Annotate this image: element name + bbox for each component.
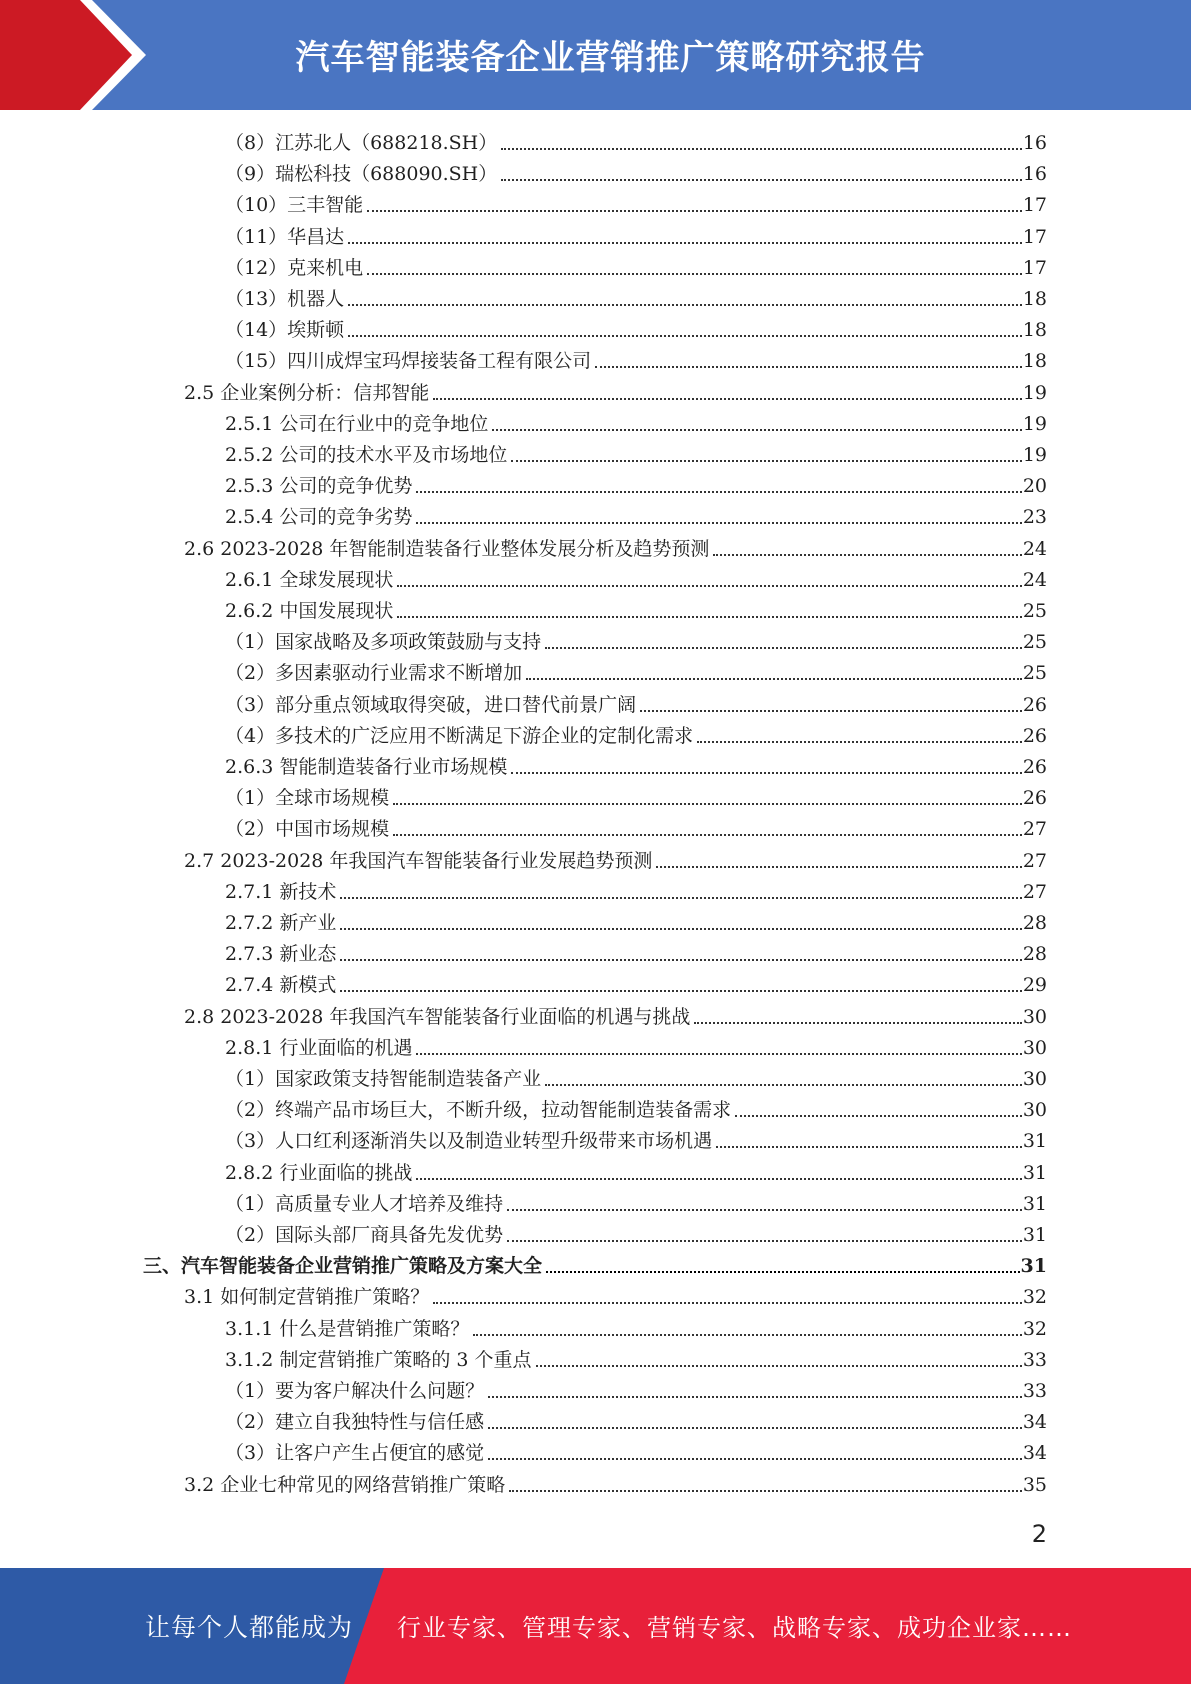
toc-leader-dots	[393, 803, 1022, 805]
toc-leader-dots	[416, 491, 1021, 493]
toc-entry-page: 29	[1022, 974, 1047, 997]
toc-entry-page: 30	[1022, 1036, 1047, 1059]
toc-entry-title: （4）多技术的广泛应用不断满足下游企业的定制化需求	[225, 724, 694, 747]
page-header	[0, 0, 1191, 110]
toc-entry-title: 2.5 企业案例分析：信邦智能	[184, 381, 430, 404]
toc-leader-dots	[511, 772, 1021, 774]
toc-leader-dots	[367, 210, 1022, 212]
toc-leader-dots	[348, 335, 1022, 337]
toc-entry-title: 2.6.2 中国发展现状	[225, 600, 394, 622]
toc-entry[interactable]	[225, 284, 1047, 315]
toc-entry-page: 33	[1022, 1348, 1047, 1371]
toc-entry-title: 3.1.1 什么是营销推广策略？	[225, 1317, 470, 1340]
toc-entry[interactable]	[225, 1126, 1047, 1157]
toc-leader-dots	[546, 1271, 1020, 1273]
toc-entry-page: 31	[1020, 1255, 1047, 1278]
toc-entry[interactable]	[184, 1282, 1047, 1313]
toc-entry[interactable]	[225, 658, 1047, 689]
toc-entry-title: （3）人口红利逐渐消失以及制造业转型升级带来市场机遇	[225, 1130, 713, 1153]
toc-entry-page: 28	[1022, 943, 1047, 966]
toc-leader-dots	[416, 1178, 1021, 1180]
toc-entry-title: 3.1.2 制定营销推广策略的 3 个重点	[225, 1348, 532, 1371]
toc-entry-page: 30	[1022, 1099, 1047, 1122]
toc-entry-title: 2.7.2 新产业	[225, 912, 337, 934]
toc-entry-title: 2.8.1 行业面临的机遇	[225, 1036, 413, 1059]
toc-entry-title: （2）多因素驱动行业需求不断增加	[225, 662, 523, 685]
toc-entry-page: 26	[1022, 787, 1047, 810]
toc-entry-title: （1）国家战略及多项政策鼓励与支持	[225, 631, 542, 654]
toc-leader-dots	[595, 366, 1022, 368]
toc-entry-title: （2）建立自我独特性与信任感	[225, 1411, 485, 1434]
toc-entry[interactable]	[225, 627, 1047, 658]
toc-leader-dots	[340, 928, 1021, 930]
toc-entry-page: 20	[1022, 475, 1047, 498]
toc-entry[interactable]	[225, 721, 1047, 752]
toc-entry-page: 33	[1022, 1380, 1047, 1402]
toc-entry-page: 26	[1022, 756, 1047, 778]
toc-leader-dots	[526, 678, 1022, 680]
toc-entry-page: 30	[1022, 1005, 1047, 1028]
toc-entry[interactable]	[225, 814, 1047, 845]
toc-entry[interactable]	[143, 1251, 1047, 1282]
toc-entry[interactable]	[225, 190, 1047, 221]
toc-entry-title: 三、汽车智能装备企业营销推广策略及方案大全	[143, 1255, 543, 1278]
toc-entry[interactable]	[225, 440, 1047, 471]
toc-entry-page: 19	[1022, 381, 1047, 404]
toc-leader-dots	[694, 1022, 1021, 1024]
toc-entry-title: （10）三丰智能	[225, 194, 364, 217]
toc-entry-title: 2.5.2 公司的技术水平及市场地位	[225, 444, 508, 466]
toc-leader-dots	[656, 866, 1021, 868]
toc-leader-dots	[507, 1240, 1022, 1242]
toc-entry-page: 35	[1022, 1473, 1047, 1496]
toc-entry[interactable]	[225, 1438, 1047, 1469]
toc-leader-dots	[501, 148, 1022, 150]
toc-leader-dots	[509, 1490, 1022, 1492]
toc-entry[interactable]	[184, 1470, 1047, 1501]
toc-leader-dots	[473, 1334, 1021, 1336]
toc-entry-title: 2.7.4 新模式	[225, 974, 337, 997]
toc-leader-dots	[713, 554, 1021, 556]
toc-entry-title: （1）高质量专业人才培养及维持	[225, 1192, 504, 1215]
toc-entry-title: 2.6 2023-2028 年智能制造装备行业整体发展分析及趋势预测	[184, 537, 710, 560]
toc-leader-dots	[488, 1427, 1022, 1429]
toc-entry-title: （13）机器人	[225, 288, 345, 310]
toc-entry-page: 24	[1022, 568, 1047, 591]
toc-entry-page: 31	[1022, 1130, 1047, 1153]
toc-entry-page: 31	[1022, 1224, 1047, 1246]
toc-entry-title: （1）全球市场规模	[225, 787, 390, 810]
toc-entry-page: 34	[1022, 1442, 1047, 1465]
toc-entry[interactable]	[225, 253, 1047, 284]
toc-entry[interactable]	[225, 346, 1047, 377]
toc-entry[interactable]	[225, 1189, 1047, 1220]
toc-entry[interactable]	[225, 752, 1047, 783]
toc-entry[interactable]	[225, 315, 1047, 346]
toc-entry[interactable]	[225, 159, 1047, 190]
toc-leader-dots	[501, 179, 1022, 181]
toc-entry-page: 16	[1022, 132, 1047, 154]
toc-entry-title: （3）让客户产生占便宜的感觉	[225, 1442, 485, 1465]
toc-entry-title: （12）克来机电	[225, 256, 364, 279]
toc-entry[interactable]	[225, 783, 1047, 814]
toc-leader-dots	[716, 1146, 1022, 1148]
toc-entry[interactable]	[225, 471, 1047, 502]
toc-entry-page: 23	[1022, 506, 1047, 529]
toc-leader-dots	[433, 1302, 1022, 1304]
toc-entry-title: （9）瑞松科技（688090.SH）	[225, 163, 498, 186]
toc-leader-dots	[393, 834, 1022, 836]
toc-entry[interactable]	[184, 846, 1047, 877]
toc-leader-dots	[416, 522, 1021, 524]
toc-entry-title: （14）埃斯顿	[225, 319, 345, 342]
toc-entry[interactable]	[225, 1064, 1047, 1095]
page-footer	[0, 1568, 1191, 1684]
toc-leader-dots	[397, 585, 1021, 587]
toc-entry[interactable]	[225, 939, 1047, 970]
toc-entry-title: （2）中国市场规模	[225, 818, 390, 841]
toc-leader-dots	[511, 460, 1021, 462]
toc-leader-dots	[433, 398, 1022, 400]
footer-tagline: 行业专家、管理专家、营销专家、战略专家、成功企业家……	[397, 1614, 1072, 1642]
toc-entry-page: 27	[1022, 849, 1047, 872]
footer-slogan: 让每个人都能成为	[145, 1613, 354, 1642]
toc-entry-title: 2.8.2 行业面临的挑战	[225, 1161, 413, 1184]
toc-entry-page: 16	[1022, 163, 1047, 186]
toc-leader-dots	[488, 1458, 1022, 1460]
toc-entry-page: 25	[1022, 600, 1047, 622]
toc-entry-page: 24	[1022, 537, 1047, 560]
toc-entry-page: 26	[1022, 724, 1047, 747]
toc-entry-page: 17	[1022, 256, 1047, 279]
toc-entry[interactable]	[184, 534, 1047, 565]
toc-entry-page: 26	[1022, 693, 1047, 716]
toc-entry[interactable]	[225, 1376, 1047, 1407]
toc-entry[interactable]	[225, 1407, 1047, 1438]
toc-entry[interactable]	[225, 1220, 1047, 1251]
toc-entry-page: 19	[1022, 444, 1047, 466]
toc-entry-page: 25	[1022, 662, 1047, 685]
toc-entry-page: 28	[1022, 912, 1047, 934]
toc-entry-title: （1）国家政策支持智能制造装备产业	[225, 1068, 542, 1090]
toc-entry-page: 27	[1022, 880, 1047, 903]
toc-entry-page: 18	[1022, 319, 1047, 342]
toc-leader-dots	[348, 242, 1022, 244]
toc-entry-title: （3）部分重点领域取得突破，进口替代前景广阔	[225, 693, 637, 716]
toc-entry[interactable]	[225, 596, 1047, 627]
toc-entry[interactable]	[225, 128, 1047, 159]
toc-entry[interactable]	[225, 1314, 1047, 1345]
toc-entry-title: （15）四川成焊宝玛焊接装备工程有限公司	[225, 350, 592, 373]
toc-entry-title: （2）国际头部厂商具备先发优势	[225, 1224, 504, 1246]
page-number: 2	[1031, 1520, 1047, 1548]
toc-leader-dots	[640, 710, 1022, 712]
toc-leader-dots	[488, 1396, 1022, 1398]
toc-entry-title: （2）终端产品市场巨大，不断升级，拉动智能制造装备需求	[225, 1099, 732, 1122]
toc-entry-title: 2.5.4 公司的竞争劣势	[225, 506, 413, 529]
toc-entry[interactable]	[225, 1158, 1047, 1189]
toc-leader-dots	[416, 1053, 1021, 1055]
toc-entry[interactable]	[225, 1345, 1047, 1376]
toc-entry[interactable]	[184, 1002, 1047, 1033]
toc-entry[interactable]	[225, 565, 1047, 596]
toc-entry-page: 30	[1022, 1068, 1047, 1090]
toc-leader-dots	[492, 429, 1021, 431]
toc-entry[interactable]	[225, 690, 1047, 721]
toc-leader-dots	[507, 1209, 1022, 1211]
toc-entry-title: 2.7.3 新业态	[225, 943, 337, 966]
toc-entry-title: 3.1 如何制定营销推广策略？	[184, 1286, 430, 1309]
toc-entry-title: 2.6.3 智能制造装备行业市场规模	[225, 756, 508, 778]
toc-entry-title: 2.8 2023-2028 年我国汽车智能装备行业面临的机遇与挑战	[184, 1005, 691, 1028]
toc-leader-dots	[545, 1084, 1022, 1086]
toc-entry[interactable]	[225, 409, 1047, 440]
toc-entry-page: 34	[1022, 1411, 1047, 1434]
toc-leader-dots	[545, 647, 1022, 649]
toc-entry-title: （8）江苏北人（688218.SH）	[225, 132, 498, 154]
toc-entry-title: （11）华昌达	[225, 225, 345, 248]
toc-entry-title: 2.6.1 全球发展现状	[225, 568, 394, 591]
toc-leader-dots	[367, 273, 1022, 275]
toc-entry-page: 18	[1022, 288, 1047, 310]
toc-entry-page: 25	[1022, 631, 1047, 654]
toc-leader-dots	[340, 990, 1021, 992]
toc-entry-title: 2.5.1 公司在行业中的竞争地位	[225, 412, 489, 435]
toc-entry-page: 31	[1022, 1161, 1047, 1184]
toc-entry-page: 27	[1022, 818, 1047, 841]
toc-entry[interactable]	[225, 502, 1047, 533]
toc-leader-dots	[697, 741, 1022, 743]
report-title: 汽车智能装备企业营销推广策略研究报告	[295, 38, 926, 78]
toc-entry-page: 18	[1022, 350, 1047, 373]
toc-entry-page: 17	[1022, 194, 1047, 217]
toc-leader-dots	[340, 959, 1021, 961]
toc-entry-title: 2.7 2023-2028 年我国汽车智能装备行业发展趋势预测	[184, 849, 653, 872]
toc-entry-title: 2.7.1 新技术	[225, 880, 337, 903]
toc-entry[interactable]	[225, 970, 1047, 1001]
toc-entry-page: 19	[1022, 412, 1047, 435]
toc-leader-dots	[536, 1365, 1022, 1367]
toc-entry-page: 31	[1022, 1192, 1047, 1215]
toc-leader-dots	[348, 304, 1022, 306]
toc-entry-title: 2.5.3 公司的竞争优势	[225, 475, 413, 498]
toc-entry-title: （1）要为客户解决什么问题？	[225, 1380, 485, 1402]
toc-entry-page: 17	[1022, 225, 1047, 248]
toc-entry[interactable]	[225, 877, 1047, 908]
toc-leader-dots	[397, 616, 1021, 618]
toc-entry[interactable]	[184, 378, 1047, 409]
toc-leader-dots	[735, 1115, 1022, 1117]
toc-entry-page: 32	[1022, 1317, 1047, 1340]
toc-entry-page: 32	[1022, 1286, 1047, 1309]
toc-entry[interactable]	[225, 222, 1047, 253]
toc-leader-dots	[340, 897, 1021, 899]
toc-entry[interactable]	[225, 908, 1047, 939]
toc-entry-title: 3.2 企业七种常见的网络营销推广策略	[184, 1473, 506, 1496]
toc-entry[interactable]	[225, 1095, 1047, 1126]
toc-entry[interactable]	[225, 1033, 1047, 1064]
